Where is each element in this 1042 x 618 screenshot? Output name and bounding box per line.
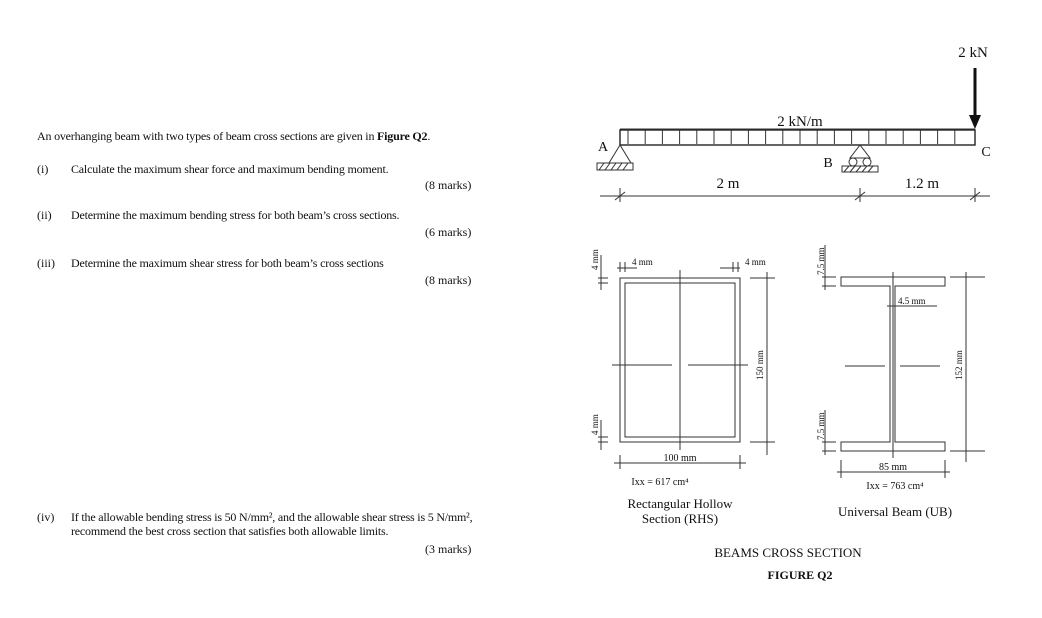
figure-reference: Figure Q2 bbox=[377, 129, 428, 143]
item-3-number: (iii) bbox=[37, 256, 55, 270]
item-3-marks: (8 marks) bbox=[425, 273, 472, 287]
figure-caption: BEAMS CROSS SECTION bbox=[714, 545, 862, 560]
item-2-text: Determine the maximum bending stress for both beam’s cross sections. bbox=[71, 208, 400, 222]
point-load-arrow bbox=[969, 68, 981, 129]
rhs-thickness-side-bottom: 4 mm bbox=[590, 414, 600, 435]
rhs-thickness-top-right: 4 mm bbox=[745, 257, 766, 267]
rhs-name-line2: Section (RHS) bbox=[641, 511, 719, 526]
intro-text: An overhanging beam with two types of beam cross sections are given in bbox=[37, 129, 378, 143]
rhs-width-label: 100 mm bbox=[663, 453, 697, 464]
span-bc-label: 1.2 m bbox=[904, 176, 940, 192]
udl-label: 2 kN/m bbox=[777, 114, 823, 130]
rhs-thickness-side-top: 4 mm bbox=[590, 249, 600, 270]
item-2-marks: (6 marks) bbox=[425, 225, 472, 239]
item-4-text: If the allowable bending stress is 50 N/mm², and the allowable shear stress is 5 N/mm², bbox=[71, 510, 473, 524]
ub-ixx-label: Ixx = 763 cm⁴ bbox=[866, 481, 924, 492]
ub-name: Universal Beam (UB) bbox=[837, 504, 953, 519]
end-c-label: C bbox=[981, 145, 991, 160]
support-b-label: B bbox=[823, 156, 833, 171]
ub-flange-bottom-label: 7.5 mm bbox=[816, 412, 826, 440]
rhs-height-label: 150 mm bbox=[755, 350, 765, 380]
item-1-text: Calculate the maximum shear force and maximum bending moment. bbox=[71, 162, 389, 176]
support-a-label: A bbox=[597, 140, 609, 155]
rhs-ixx-label: Ixx = 617 cm⁴ bbox=[631, 477, 689, 488]
item-1-number: (i) bbox=[37, 162, 49, 176]
item-4-number: (iv) bbox=[37, 510, 55, 524]
item-1-marks: (8 marks) bbox=[425, 178, 472, 192]
span-ab-label: 2 m bbox=[716, 176, 740, 192]
ub-width-label: 85 mm bbox=[878, 462, 908, 473]
figure-label: FIGURE Q2 bbox=[767, 568, 833, 582]
item-4-text-line2: recommend the best cross section that satisfies both allowable limits. bbox=[71, 524, 389, 538]
point-load-label: 2 kN bbox=[958, 45, 988, 61]
item-3-text: Determine the maximum shear stress for both beam’s cross sections bbox=[71, 256, 384, 270]
rhs-name-line1: Rectangular Hollow bbox=[627, 496, 733, 511]
rhs-thickness-top-left: 4 mm bbox=[632, 257, 653, 267]
beam-body bbox=[620, 130, 975, 145]
beam bbox=[620, 129, 975, 145]
item-4-marks: (3 marks) bbox=[425, 542, 472, 556]
ub-height-label: 152 mm bbox=[954, 350, 964, 380]
ub-web-label: 4.5 mm bbox=[898, 296, 926, 306]
rhs-section bbox=[598, 255, 775, 469]
roller-support-b-icon bbox=[842, 145, 878, 172]
item-2-number: (ii) bbox=[37, 208, 52, 222]
udl-arrows bbox=[628, 130, 955, 144]
intro-suffix: . bbox=[427, 129, 431, 143]
ub-flange-top-label: 7.5 mm bbox=[816, 247, 826, 275]
